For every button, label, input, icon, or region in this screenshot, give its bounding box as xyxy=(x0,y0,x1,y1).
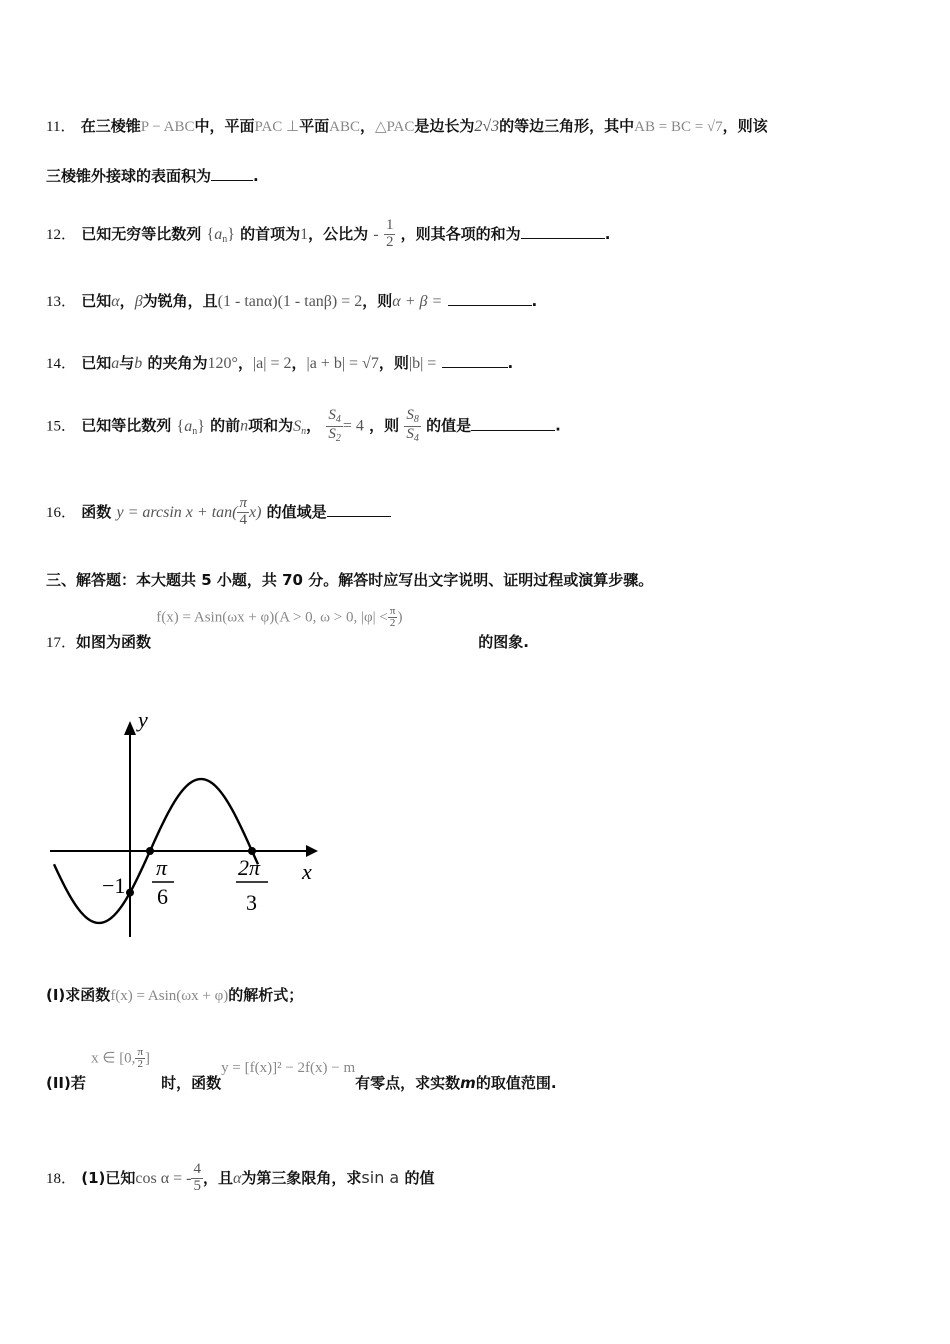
q17-line: 17．如图为函数 f(x) = Asin(ωx + φ)(A > 0, ω > 0, |φ| < $\frac{\pi}{2}$ )的图象. xyxy=(46,604,529,651)
q12-ratio-fraction: $\frac{1}{2}$ xyxy=(385,217,394,250)
q11-line2: 三棱锥外接球的表面积为 . xyxy=(46,167,259,185)
q13-line: 13． 已知α，β为锐角，且(1 - tanα)(1 - tanβ) = 2，则α + β = . xyxy=(46,292,538,310)
q17-function-image: f(x) = Asin(ωx + φ)(A > 0, ω > 0, |φ| < $\frac{\pi}{2}$ ) xyxy=(156,604,403,630)
q16-line: 16． 函数 y = arcsin x + tan( $\frac{\pi}{4}$ x) 的值域是 xyxy=(46,496,391,529)
point-pi-over-6 xyxy=(146,847,154,855)
x-axis-arrow xyxy=(306,845,318,857)
answer-blank[interactable] xyxy=(521,224,605,239)
minus-one-label: −1 xyxy=(102,873,126,898)
q14-line: 14． 已知a与b 的夹角为120°，|a| = 2，|a + b| = √7，则|b| = . xyxy=(46,354,514,372)
answer-blank[interactable] xyxy=(448,291,532,306)
q15-s8-s4-fraction: $\frac{S_8}{S_4}$ xyxy=(406,407,419,444)
pi-over-6-numerator: π xyxy=(156,855,168,880)
y-axis-label: y xyxy=(138,707,148,732)
q11-pyramid: P − ABC xyxy=(140,119,195,135)
q18-fraction: $\frac{4}{5}$ xyxy=(193,1161,201,1194)
answer-blank[interactable] xyxy=(471,416,555,431)
q16-pi-over-4: $\frac{\pi}{4}$ xyxy=(239,495,247,528)
section-3-heading: 三、解答题：本大题共 5 小题，共 70 分。解答时应写出文字说明、证明过程或演算步骤。 xyxy=(46,571,654,589)
q17-part2: (II)若 x ∈ [0, $\frac{\pi}{2}$ ]时，函数y = [f(x)]² − 2f(x) − m有零点，求实数m的取值范围. xyxy=(46,1045,557,1092)
answer-blank[interactable] xyxy=(442,353,508,368)
q15-line: 15． 已知等比数列 $\{a_n\}$ 的前n项和为$S_n$， $\frac{S_4}{S_2}$ = 4 ，则 $\frac{S_8}{S_4}$ 的值是 . xyxy=(46,407,561,444)
x-axis-label: x xyxy=(302,859,312,884)
point-2pi-over-3 xyxy=(248,847,256,855)
y-axis-arrow xyxy=(124,721,136,735)
answer-blank[interactable] xyxy=(211,166,253,181)
q17-x-range-image: x ∈ [0, $\frac{\pi}{2}$ ] xyxy=(91,1045,150,1071)
two-pi-over-3-numerator: 2π xyxy=(238,855,261,880)
q18-line: 18． (1)已知cos α = - $\frac{4}{5}$ ，且α为第三象限角，求sin a 的值 xyxy=(46,1161,435,1194)
two-pi-over-3-denominator: 3 xyxy=(246,890,257,915)
q11-line1: 11． 在三棱锥P − ABC中，平面PAC ⊥平面ABC，△PAC是边长为2√3的等边三角形，其中AB = BC = √7，则该 xyxy=(46,117,768,135)
point-y-intercept xyxy=(126,889,134,897)
q12-line: 12． 已知无穷等比数列 $\{a_n\}$ 的首项为1，公比为 - $\frac{1}{2}$ ，则其各项的和为 . xyxy=(46,217,611,250)
q15-s4-s2-fraction: $\frac{S_4}{S_2}$ xyxy=(328,407,341,444)
q11-number: 11． xyxy=(46,119,76,135)
sine-graph xyxy=(46,705,336,945)
pi-over-6-denominator: 6 xyxy=(157,884,168,909)
q17-part1: (I)求函数f(x) = Asin(ωx + φ)的解析式； xyxy=(46,986,304,1004)
answer-blank[interactable] xyxy=(327,502,391,517)
